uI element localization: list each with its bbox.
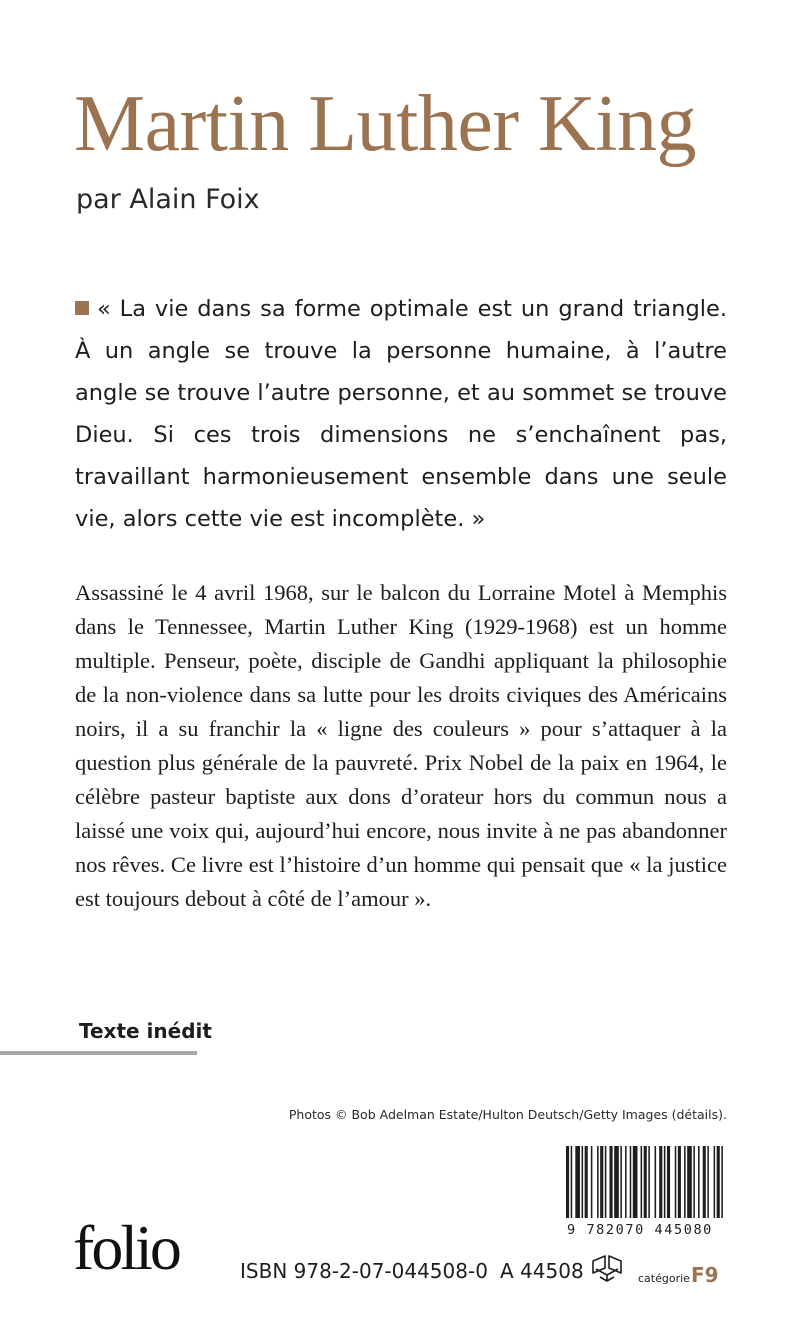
folio-logo: folio: [73, 1212, 179, 1283]
barcode-bar: [600, 1146, 603, 1218]
barcode-bar: [659, 1146, 662, 1218]
barcode-bar: [707, 1146, 709, 1218]
barcode-bar: [698, 1146, 700, 1218]
edition-note: Texte inédit: [79, 1019, 212, 1043]
barcode-bar: [614, 1146, 619, 1218]
barcode-bar: [678, 1146, 681, 1218]
summary-text: Assassiné le 4 avril 1968, sur le balcon du Lorraine Motel à Memphis dans le Tennessee, Martin Luther King (1929-1968) est un homme multiple. Penseur, poète, disciple de Gandhi appliquant la philosophie de la non-violence dans sa lutte pour les droits civiques des Américains noirs, il a su franchir la « ligne des couleurs » pour s’attaquer à la question plus générale de la pauvreté. Prix Nobel de la paix en 1964, le célèbre pasteur baptiste aux dons d’orateur hors du commun nous a laissé une voix qui, aujourd’hui encore, nous invite à ne pas abandonner nos rêves. Ce livre est l’histoire d’un homme qui pensait que « la justice est toujours debout à côté de l’amour ».: [75, 580, 727, 911]
barcode-bar: [655, 1146, 657, 1218]
category-badge: [638, 1263, 719, 1287]
barcode-bar: [641, 1146, 643, 1218]
barcode-bar: [664, 1146, 666, 1218]
barcode-bar: [633, 1146, 638, 1218]
barcode-bar: [687, 1146, 692, 1218]
barcode-bar: [605, 1146, 607, 1218]
catalog-code: A 44508: [500, 1259, 584, 1283]
barcode-bar: [675, 1146, 677, 1218]
barcode-bar: [703, 1146, 706, 1218]
barcode-bar: [591, 1146, 593, 1218]
barcode-bar: [721, 1146, 723, 1218]
barcode-bar: [571, 1146, 573, 1218]
barcode-bar: [648, 1146, 650, 1218]
category-label: catégorie: [638, 1272, 690, 1285]
square-bullet-icon: [75, 301, 89, 315]
photo-credits: Photos © Bob Adelman Estate/Hulton Deutsch/Getty Images (détails).: [288, 1107, 727, 1122]
epigraph-quote: [75, 288, 727, 540]
quote-text: « La vie dans sa forme optimale est un grand triangle. À un angle se trouve la personne humaine, à l’autre angle se trouve l’autre personne, et au sommet se trouve Dieu. Si ces trois dimensions ne s’enchaînent pas, travaillant harmonieusement ensemble dans une seule vie, alors cette vie est incomplète. »: [75, 296, 727, 532]
barcode-bar: [625, 1146, 627, 1218]
divider-rule: [0, 1051, 197, 1055]
author-line: par Alain Foix: [76, 184, 260, 215]
book-icon: [590, 1250, 624, 1284]
category-value: F9: [690, 1263, 719, 1287]
barcode-digits: 9 782070 445080: [567, 1222, 713, 1238]
barcode-bar: [575, 1146, 580, 1218]
isbn-number: ISBN 978-2-07-044508-0: [240, 1259, 488, 1283]
barcode-bar: [693, 1146, 695, 1218]
barcode-bar: [597, 1146, 599, 1218]
barcode-bar: [630, 1146, 632, 1218]
barcode-bar: [620, 1146, 622, 1218]
book-title: Martin Luther King: [74, 80, 696, 168]
barcode-bar: [582, 1146, 584, 1218]
barcode: [566, 1146, 726, 1218]
barcode-bar: [566, 1146, 569, 1218]
barcode-bar: [644, 1146, 647, 1218]
barcode-bar: [585, 1146, 588, 1218]
barcode-bar: [684, 1146, 686, 1218]
barcode-bar: [667, 1146, 670, 1218]
barcode-bar: [714, 1146, 716, 1218]
barcode-bar: [610, 1146, 613, 1218]
barcode-bar: [717, 1146, 720, 1218]
